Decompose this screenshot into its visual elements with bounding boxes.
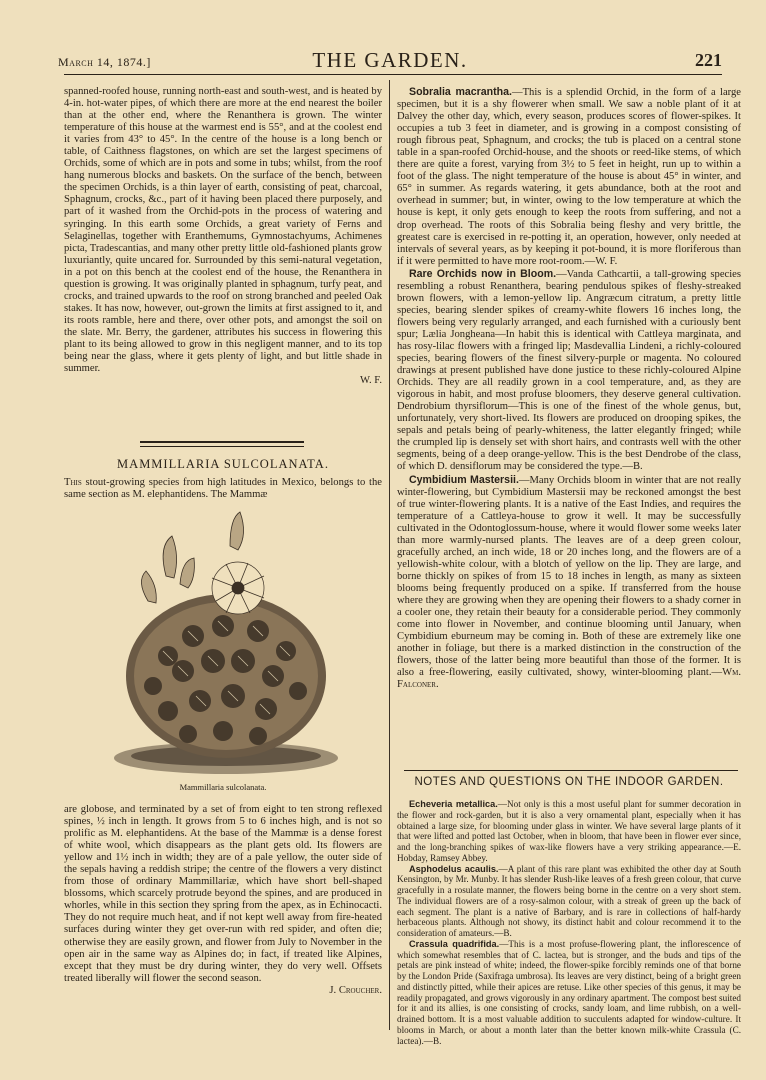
header-rule [64,74,722,75]
echeveria-text: —Not only is this a most useful plant for summer decoration in the flower and rock-garden, but it is also a very ornamental plant, especially when it has obtained a large size, for blooming under glass in winter. We have several large plants of it that were lifted and potted last October, when in bloom, that have been in flower ever since, and the long-branching spikes of wax-like flowers have a very striking appearance.—E. Hobday, Ramsey Abbey. [397,799,741,863]
issue-date: March 14, 1874.] [58,55,151,69]
rare-orchids-text: —Vanda Cathcartii, a tall-growing species resembling a robust Renanthera, bearing pendulous spikes of fleshy-streaked brown flowers, with a lemon-yellow lip. Angræcum citratum, a pretty little species, bearing slender spikes of creamy-white flowers 16 inches long, the flowers being very regularly arranged, and each furnished with a curiously bent spur; Lælia Jongheana—In habit this is identical with Cattleya marginata, and has rosy-lilac flowers with a fringed lip; Masdevallia Lindeni, a richly-coloured species, bearing flowers of the finest silvery-purple or magenta. No coloured drawings at present published have done justice to these richly-coloured Alpine Orchids. They are all readily grown in a cool temperature, and, as they are vigorous in habit, and most profuse bloomers, they deserve general cultivation. Dendrobium thyrsiflorum—This is one of the finest of the whole genus, but, unfortunately, very short-lived. Its flowers are produced on drooping spikes, the sepals and petals being of pearly-whiteness, the latter elegantly fringed; while the crumpled lip is densely set with short hairs, and contrasts well with the other segments, being of a deep orange-yellow. This is the best Dendrobe of the class, of which D. densiflorum may be considered the type.—B. [397,268,741,473]
section-rule-thin [140,446,304,447]
signature-wf-left: W. F. [359,375,382,387]
mammillaria-description: are globose, and terminated by a set of from eight to ten strong reflexed spines, ½ inch in length. It grows from 5 to 6 inches high, and is not so prolific as M. elephantidens. At the base of the Mammæ is a dense forest of white wool, which disappears as the plant gets old. Its flowers are yellow and 1½ inch in width; they are of a pale yellow, the outer side of the sepals having a reddish stripe; the centre of the flowers a very distinct from those of ordinary Mammillariæ, which have short bell-shaped blossoms, which scarcely protrude beyond the spines, and are produced in whorles, while in this section they spring from the apex, as in Echinocacti. They do not require much heat, and if not kept well away from fire-heated surfaces during winter they get over-run with red spider, and often die; otherwise they are easily grown, and flower from July to November in the open air in the same way as Alpines do; in fact, if treated like Alpines, except that they must be dry during winter, they do very well. Offsets treated liberally will flower the second season. [64,804,382,984]
crassula-text: —This is a most profuse-flowering plant, the inflorescence of which somewhat resembles that of C. lactea, but is stronger, and the buds and tips of the petals are pink instead of white; indeed, the flower-spike forcibly reminds one of that borne by the London Pride (Saxifraga umbrosa). Its leaves are very distinct, being of a bright green and distinctly pitted, while their apices are retuse. Like other species of this genus, it may be readily propagated, and grows vigorously in any ordinary apartment. The compost best suited for it and its allies, is one consisting of crocks, sandy loam, and lime rubbish, on a well-drained bottom. It is a most valuable addition to succulents adapted for window-culture. It blooms in March, or about a month later than the better known milk-white Crassula (C. lactea).—B. [397,938,741,1046]
cactus-engraving [108,506,344,776]
mammillaria-intro [64,477,382,501]
signature-croucher: J. Croucher. [329,984,382,996]
asphodelus-title: Asphodelus acaulis. [409,863,499,874]
intro-text: stout-growing species from high latitudes in Mexico, belongs to the same section as M. elephantidens. The Mammæ [64,477,382,501]
section-rule [140,441,304,443]
intro-lead: This [64,477,82,488]
signature-falconer: —Wm. Falconer. [397,667,741,691]
illustration-caption: Mammillaria sulcolanata. [179,782,267,792]
notes-column [397,799,741,1046]
echeveria-paragraph [397,799,741,864]
rare-orchids-paragraph [397,268,741,474]
asphodelus-text: —A plant of this rare plant was exhibited the other day at South Kensington, by Mr. Munby. It has slender Rush-like leaves of a fresh green colour, that curve gracefully in a rosulate manner, the flowers being borne in the centre on a very short stem. The individual flowers are of a rosy-salmon colour, with a streak of green up the back of each segment. The plant is a native of Barbary, and is rare in collections of half-hardy herbaceous plants. Although not showy, its distinct habit and colour recommend it to the consideration of amateurs.—B. [397,863,741,938]
left-column-continuation [64,86,382,387]
notes-rule [404,770,738,771]
crassula-title: Crassula quadrifida. [409,938,500,949]
cymbidium-paragraph [397,474,741,692]
crassula-paragraph [397,939,741,1047]
cymbidium-title: Cymbidium Mastersii. [409,473,519,486]
asphodelus-paragraph [397,864,741,939]
renanthera-paragraph: spanned-roofed house, running north-east and south-west, and is heated by 4-in. hot-water pipes, of which there are more at the end nearest the boiler than at the other end, where the Renanthera is grown. The winter temperature of this house at the warmest end is 55°, and at the coolest end it varies from 43° to 45°. In the centre of the house is a long bench or table, of Caithness flagstones, on which are set the largest specimens of Orchids, some of which are in pots and some in tubs; whilst, from the roof hang numerous blocks and baskets. On the surface of the bench, between the specimen Orchids, is a thin layer of earth, consisting of peat, charcoal, Sphagnum, crocks, &c., part of it having been placed there purposely, and part of it washed from the Orchid-pots in the process of watering and syringing. In this earth some Orchids, a great variety of Ferns and Selaginellas, together with Eranthemums, Gymnostachyums, Achimenes picta, Tradescantias, and many other pretty little old-fashioned plants grow luxuriantly, quite uncared for. Surrounded by this semi-natural vegetation, in a pot on this bench at the coolest end of the house, the Renanthera in question is growing. It was originally planted in sphagnum, turfy peat, and crocks, and trained upwards to the roof on strong branched and peeled Oak stakes. It has now, however, out-grown the limits at first assigned to it, and its roots ramble, here and there, over other pots, and amongst the soil on the slate. Mr. Berry, the gardener, attributes his success in flowering this plant to its being allowed to grow in this negligent manner, and to its top being near the glass, where it gets plenty of light, and but little shade in summer. [64,86,382,375]
echeveria-title: Echeveria metallica. [409,799,498,809]
sobralia-text: —This is a splendid Orchid, in the form of a large specimen, but it is a shy flowerer when small. We saw a noble plant of it at Dalvey the other day, which, every season, produces scores of flower-spikes. It occupies a tub 3 feet in diameter, and is growing in a compost consisting of rough fibrous peat, Sphagnum, and crocks; the tub is placed on a central stone table in a span-roofed Orchid-house, and the shoots or reed-like stems, of which there are quite a forest, varying from 3½ to 5 feet in height, run up to within a foot of the glass. The night temperature of the house is about 45° in winter, and 65° in summer. As regards watering, it gets abundance, both at the root and overhead in summer; but, in winter, owing to the low temperature at which the house is kept, it only gets enough to keep the roots from suffering, and not a drop overhead. The roots of this Sobralia being fleshy and very brittle, the greatest care is exercised in re-potting it, an operation, however, only needed at intervals of several years, as by keeping it pot-bound, it is more floriferous than if it were permitted to have more root-room.—W. F. [397,87,741,267]
page-number: 221 [695,50,722,70]
column-divider [389,80,390,1030]
mammillaria-body [64,804,382,997]
page-header [58,48,722,74]
mammillaria-heading: MAMMILLARIA SULCOLANATA. [117,457,329,471]
cymbidium-text: —Many Orchids bloom in winter that are not really winter-flowering, but Cymbidium Mastersii may be reckoned amongst the best of true winter-flowering plants. It is a native of the East Indies, and requires the temperature of a Cattleya-house to grow it well. It may be successfully cultivated in the Odontoglossum-house, where it would flower some weeks later than more warmly-nursed plants. The leaves are of a deep green colour, gracefully arched, an inch wide, 18 or 20 inches long, and the flowers are of a yellowish-white colour, with a blotch of yellow on the lip. They are large, and borne thickly on spikes of from 15 to 18 inches in length, as many as sixteen blooms being frequently produced on a spike. If transferred from the house where they are growing when they are opening their flowers to a shady corner in a cooler one, they retain their beauty for a considerable period. They commonly come into flower in November, and continue blooming until January, when Cymbidium eburneum may be coming in. Both of these are extremely like one another in foliage, but there is a marked distinction in the construction of the flowers, those of the latter being more beautiful than those of the former. It is also a free-flowering, easily cultivated, showy, winter-blooming plant. [397,474,741,679]
notes-heading: NOTES AND QUESTIONS ON THE INDOOR GARDEN. [414,776,724,788]
journal-title: THE GARDEN. [312,48,468,72]
sobralia-title: Sobralia macrantha. [409,86,512,98]
sobralia-paragraph [397,86,741,268]
right-column-articles [397,86,741,691]
rare-orchids-title: Rare Orchids now in Bloom. [409,267,557,280]
